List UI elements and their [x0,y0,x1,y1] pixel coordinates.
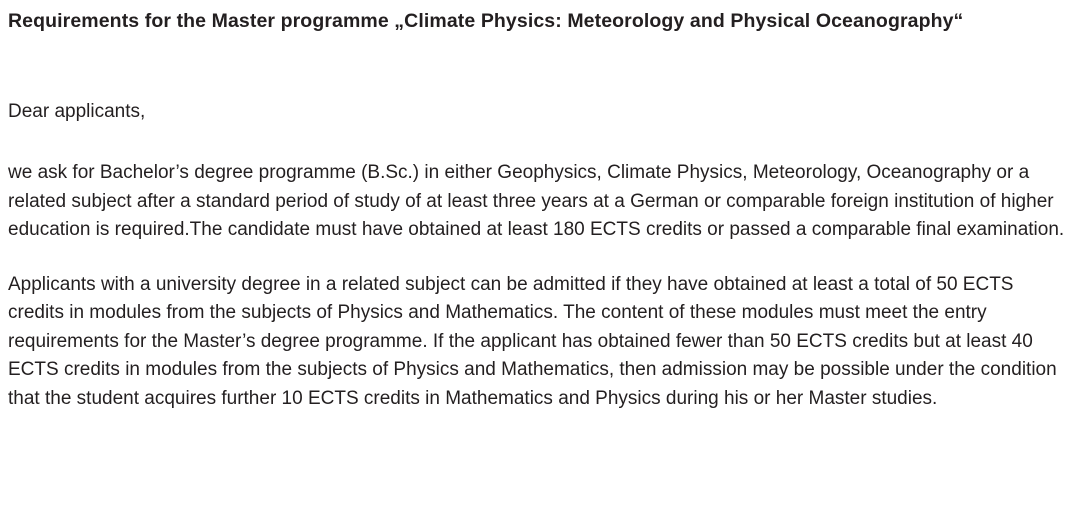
title-body-spacer [8,36,1070,98]
body-paragraph-1: we ask for Bachelor’s degree programme (B.Sc.) in either Geophysics, Climate Physics, Meteorology, Oceanography or a related subject after a standard period of study of at least three years at a German or comparable foreign institution of higher education is required.The candidate must have obtained at least 180 ECTS credits or passed a comparable final examination. [8,162,1065,241]
body-paragraph-2: Applicants with a university degree in a related subject can be admitted if they have obtained at least a total of 50 ECTS credits in modules from the subjects of Physics and Mathematics. The content of these modules must meet the entry requirements for the Master’s degree programme. If the applicant has obtained fewer than 50 ECTS credits but at least 40 ECTS credits in modules from the subjects of Physics and Mathematics, then admission may be possible under the condition that the student acquires further 10 ECTS credits in Mathematics and Physics during his or her Master studies. [8,273,1057,409]
salutation-text: Dear applicants, [8,100,146,122]
page-title: Requirements for the Master programme „Climate Physics: Meteorology and Physical Oceanography“ [8,10,964,32]
